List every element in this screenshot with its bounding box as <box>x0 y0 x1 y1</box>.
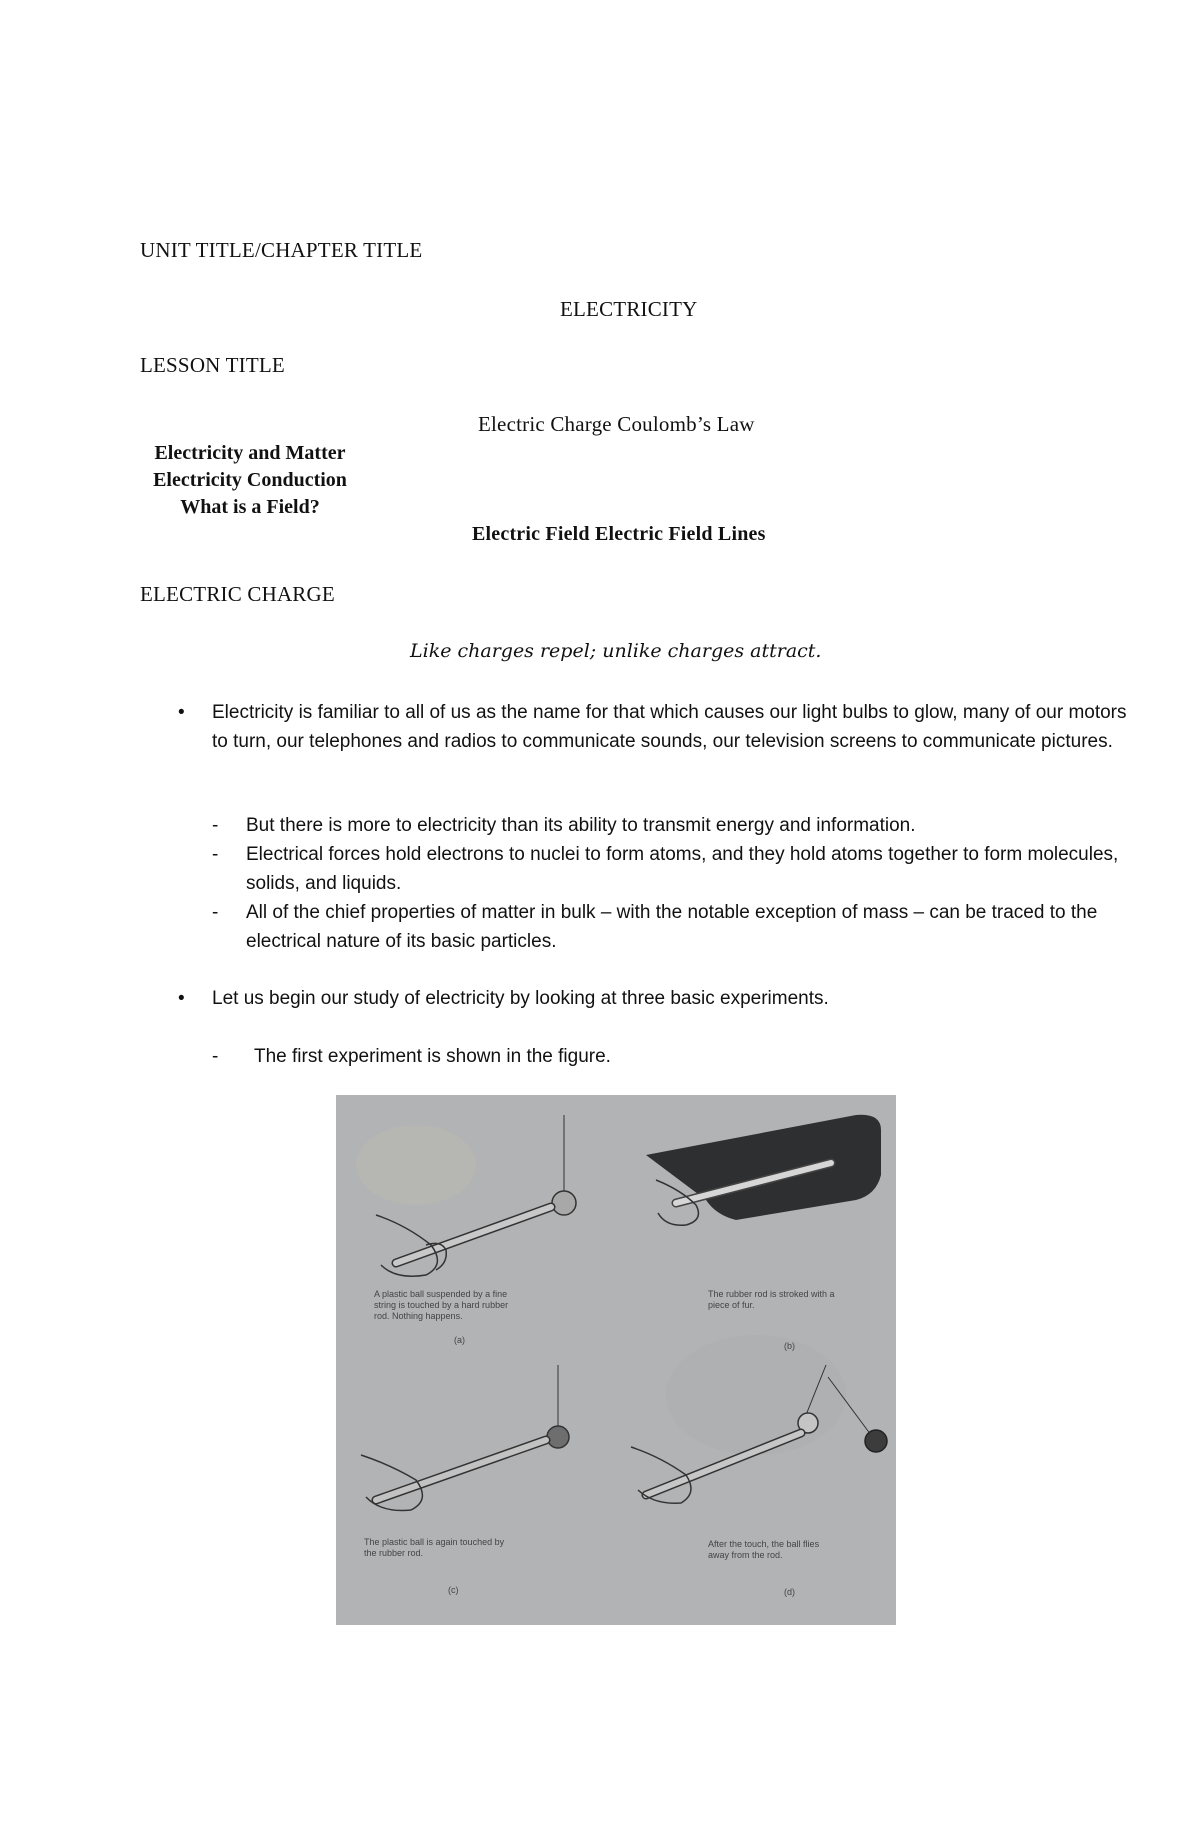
sub-item <box>212 811 1146 840</box>
lesson-title-right-2: Electric Field Electric Field Lines <box>472 523 766 545</box>
lesson-title-label: LESSON TITLE <box>140 353 285 377</box>
section-title: ELECTRIC CHARGE <box>140 582 335 606</box>
svg-text:rod. Nothing happens.: rod. Nothing happens. <box>374 1311 463 1321</box>
svg-text:piece of fur.: piece of fur. <box>708 1300 755 1310</box>
lesson-item: What is a Field? <box>180 496 320 518</box>
svg-text:the rubber rod.: the rubber rod. <box>364 1548 424 1558</box>
svg-text:(d): (d) <box>784 1587 795 1597</box>
sub-item <box>212 840 1146 898</box>
experiment-illustration <box>336 1095 896 1625</box>
dash-mark: - <box>212 902 219 923</box>
unit-title-value: ELECTRICITY <box>560 297 698 321</box>
sub-text: Electrical forces hold electrons to nuclei to form atoms, and they hold atoms together to form molecules, solids, and liquids. <box>246 844 1119 894</box>
svg-text:away from the rod.: away from the rod. <box>708 1550 783 1560</box>
lesson-item: Electricity and Matter <box>154 442 346 464</box>
sub-item <box>212 898 1146 956</box>
lesson-title-right-1: Electric Charge Coulomb’s Law <box>478 412 755 436</box>
dash-mark: - <box>212 1046 219 1067</box>
svg-text:(c): (c) <box>448 1585 459 1595</box>
section-tagline: Like charges repel; unlike charges attract. <box>410 640 822 662</box>
bullet-item <box>178 984 1142 1013</box>
unit-title-label: UNIT TITLE/CHAPTER TITLE <box>140 238 423 262</box>
svg-text:(b): (b) <box>784 1341 795 1351</box>
lesson-item: Electricity Conduction <box>153 469 347 491</box>
dash-mark: - <box>212 844 219 865</box>
sub-item <box>212 1042 1144 1071</box>
sub-text: All of the chief properties of matter in bulk – with the notable exception of mass – can be traced to the electrical nature of its basic particles. <box>246 902 1098 952</box>
svg-text:A plastic ball suspended by a: A plastic ball suspended by a fine <box>374 1289 508 1299</box>
bullet-text: Electricity is familiar to all of us as the name for that which causes our light bulbs to glow, many of our motors to turn, our telephones and radios to communicate sounds, our television screens to communicate pictures. <box>212 702 1127 752</box>
sub-text: The first experiment is shown in the figure. <box>254 1046 611 1067</box>
svg-text:After the touch, the ball flie: After the touch, the ball flies <box>708 1539 820 1549</box>
sub-text: But there is more to electricity than its ability to transmit energy and information. <box>246 815 916 836</box>
bullet-text: Let us begin our study of electricity by looking at three basic experiments. <box>212 988 829 1009</box>
experiment-figure <box>336 1095 896 1625</box>
dash-mark: - <box>212 815 219 836</box>
bullet-item <box>178 698 1142 756</box>
bullet-mark: • <box>178 988 185 1009</box>
svg-text:The rubber rod is stroked with: The rubber rod is stroked with a <box>708 1289 835 1299</box>
lesson-list-left <box>110 440 390 521</box>
svg-text:string is touched by a hard ru: string is touched by a hard rubber <box>374 1300 509 1310</box>
bullet-mark: • <box>178 702 185 723</box>
svg-text:(a): (a) <box>454 1335 465 1345</box>
svg-text:The plastic ball is again touc: The plastic ball is again touched by <box>364 1537 505 1547</box>
